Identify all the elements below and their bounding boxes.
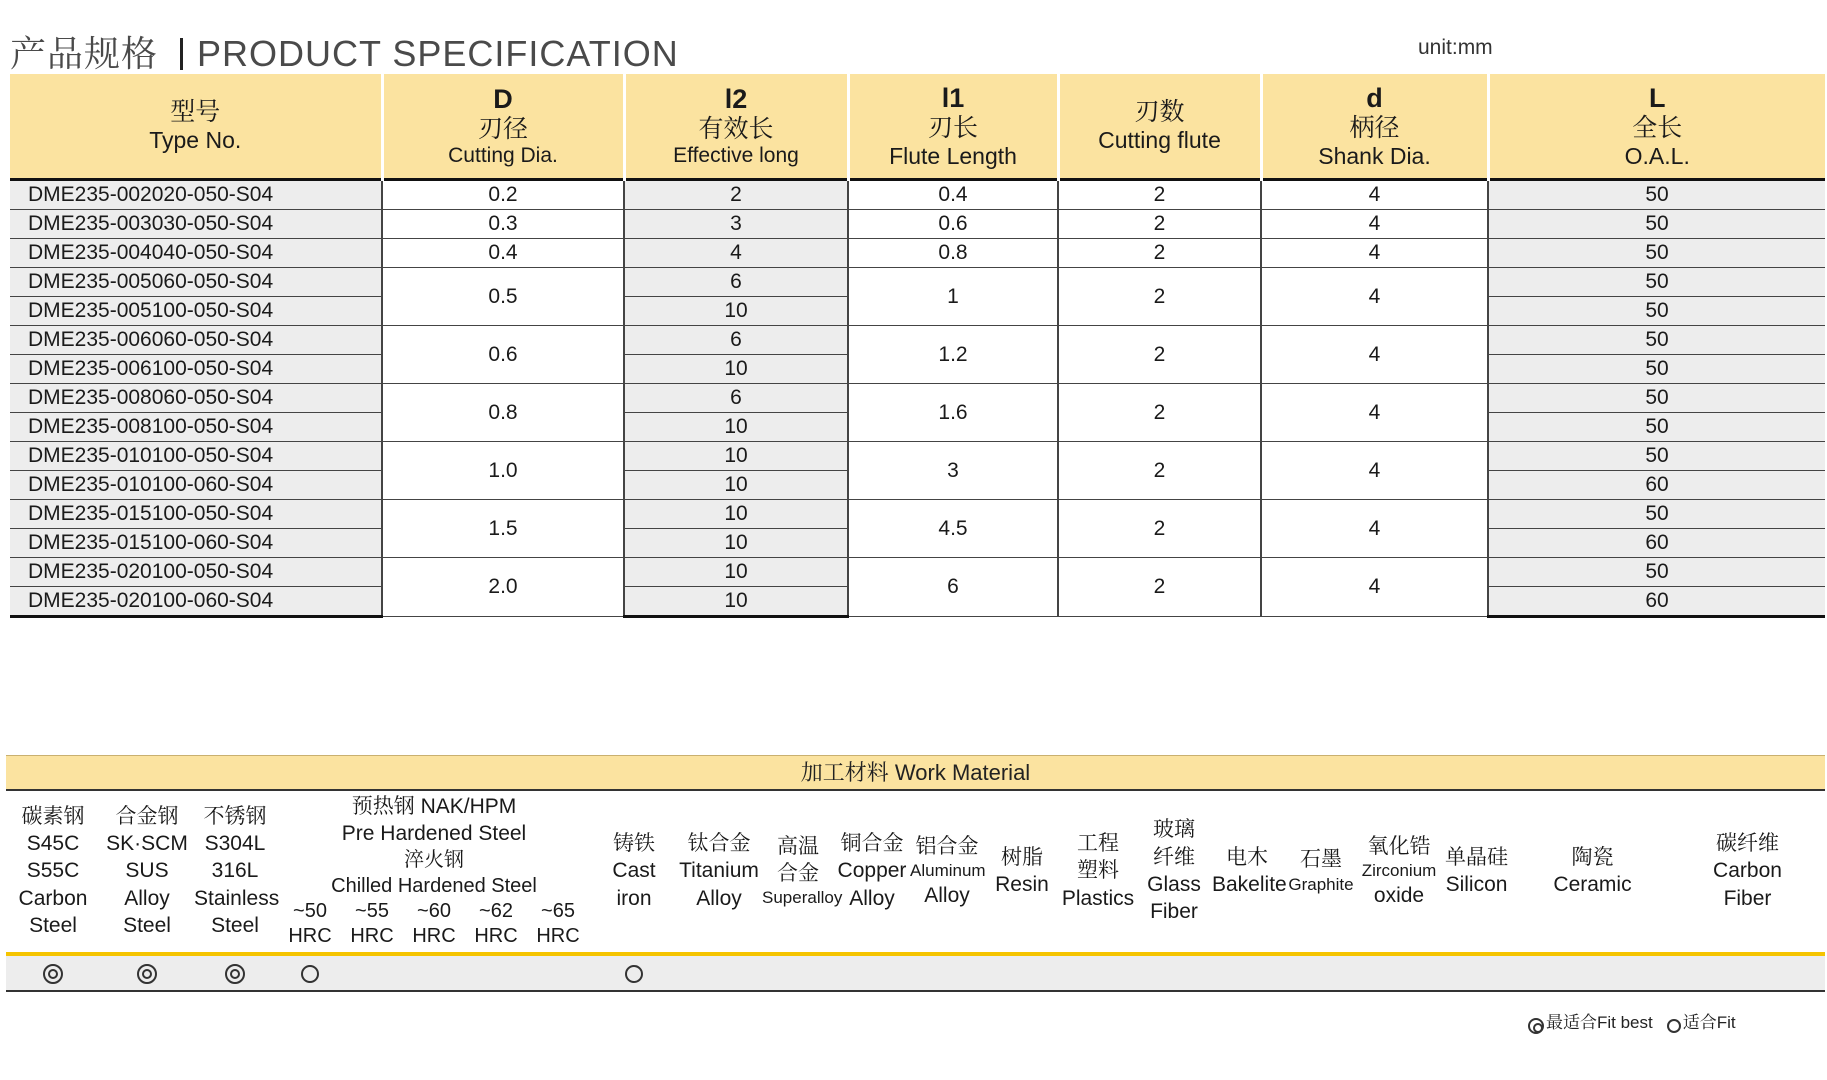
- material-label: 碳素钢: [21, 804, 85, 828]
- material-cell: [1360, 790, 1438, 954]
- material-label: 不锈钢: [203, 804, 267, 828]
- spec-row: [10, 239, 1825, 268]
- effective-long-cell: 10: [624, 297, 848, 326]
- material-label: 电木: [1226, 845, 1268, 869]
- material-label: Titanium: [679, 859, 759, 883]
- type-no-cell: DME235-004040-050-S04: [10, 239, 382, 268]
- cutting-flute-cell: 2: [1058, 500, 1261, 558]
- flute-length-cell: 6: [848, 558, 1058, 617]
- type-no-cell: DME235-006100-050-S04: [10, 355, 382, 384]
- material-label: iron: [616, 886, 652, 910]
- material-label: Alloy: [924, 884, 970, 908]
- material-label: Plastics: [1061, 886, 1135, 910]
- shank-dia-cell: 4: [1261, 384, 1488, 442]
- type-no-cell: DME235-008060-050-S04: [10, 384, 382, 413]
- cutting-flute-cell: 2: [1058, 180, 1261, 210]
- material-label: Zirconium: [1361, 860, 1437, 880]
- fit-cell: [6, 954, 100, 991]
- oal-cell: 50: [1488, 239, 1825, 268]
- material-cell: [276, 790, 592, 954]
- col-shank-dia: [1261, 74, 1488, 180]
- fit-cell: [344, 954, 406, 991]
- effective-long-cell: 10: [624, 355, 848, 384]
- cutting-dia-cell: 0.6: [382, 326, 624, 384]
- material-label: Copper: [837, 859, 907, 883]
- material-cell: [762, 790, 843, 954]
- material-label: 陶瓷: [1571, 845, 1614, 869]
- material-label: Fiber: [1723, 886, 1772, 910]
- material-label: S55C: [26, 859, 80, 883]
- material-label: 合金: [777, 861, 819, 885]
- col-type-cn: 型号: [170, 98, 221, 127]
- material-label: Graphite: [1288, 874, 1354, 894]
- flute-length-cell: 4.5: [848, 500, 1058, 558]
- fit-best-legend-label: 最适合Fit best: [1546, 1013, 1653, 1032]
- material-label: Silicon: [1445, 873, 1508, 896]
- material-label: Alloy: [849, 886, 895, 910]
- cutting-flute-cell: 2: [1058, 326, 1261, 384]
- cutting-dia-cell: 0.5: [382, 268, 624, 326]
- effective-long-cell: 10: [624, 587, 848, 617]
- spec-row: [10, 210, 1825, 239]
- title-en: PRODUCT SPECIFICATION: [197, 33, 679, 74]
- type-no-cell: DME235-003030-050-S04: [10, 210, 382, 239]
- fit-cell: [1136, 954, 1212, 991]
- oal-cell: 50: [1488, 355, 1825, 384]
- fit-icon: [301, 965, 319, 983]
- flute-length-cell: 1.2: [848, 326, 1058, 384]
- col-shank-dia-symbol: d: [1366, 82, 1383, 113]
- material-label: 钛合金: [687, 832, 751, 856]
- cutting-dia-cell: 0.8: [382, 384, 624, 442]
- flute-length-cell: 0.6: [848, 210, 1058, 239]
- col-flute-length-cn: 刃长: [927, 113, 978, 142]
- material-cell: [1282, 790, 1360, 954]
- material-label: 高温: [777, 834, 819, 858]
- flute-length-cell: 3: [848, 442, 1058, 500]
- material-label: 塑料: [1077, 859, 1119, 883]
- effective-long-cell: 6: [624, 326, 848, 355]
- shank-dia-cell: 4: [1261, 210, 1488, 239]
- fit-cell: [834, 954, 910, 991]
- col-oal-en: O.A.L.: [1624, 142, 1690, 169]
- col-effective-long-en: Effective long: [673, 143, 799, 167]
- material-cell: [1515, 790, 1670, 954]
- col-flute-length: [848, 74, 1058, 180]
- material-label: Cast: [612, 859, 656, 883]
- effective-long-cell: 2: [624, 180, 848, 210]
- oal-cell: 50: [1488, 558, 1825, 587]
- type-no-cell: DME235-020100-050-S04: [10, 558, 382, 587]
- work-material-title: 加工材料 Work Material: [6, 755, 1825, 791]
- type-no-cell: DME235-005060-050-S04: [10, 268, 382, 297]
- cutting-dia-cell: 0.3: [382, 210, 624, 239]
- material-names-row: [6, 790, 1825, 954]
- material-cell: [194, 790, 280, 954]
- material-label: Steel: [123, 913, 171, 937]
- cutting-flute-cell: 2: [1058, 239, 1261, 268]
- type-no-cell: DME235-015100-050-S04: [10, 500, 382, 529]
- effective-long-cell: 10: [624, 500, 848, 529]
- oal-cell: 50: [1488, 413, 1825, 442]
- material-label: Carbon: [18, 886, 88, 910]
- col-cutting-dia-cn: 刃径: [477, 115, 528, 144]
- spec-row: [10, 268, 1825, 297]
- fit-best-icon: [225, 964, 245, 984]
- shank-dia-cell: 4: [1261, 500, 1488, 558]
- spec-row: [10, 558, 1825, 587]
- material-label: S304L: [204, 832, 266, 856]
- fit-cell: [1060, 954, 1136, 991]
- material-label: 淬火钢: [404, 849, 464, 872]
- page-header: [10, 24, 1825, 74]
- shank-dia-cell: 4: [1261, 558, 1488, 617]
- col-type: [10, 74, 382, 180]
- material-label: Superalloy: [762, 888, 843, 908]
- hrc-value: ~65: [541, 900, 575, 923]
- type-no-cell: DME235-020100-060-S04: [10, 587, 382, 617]
- effective-long-cell: 4: [624, 239, 848, 268]
- material-label: 合金钢: [115, 804, 179, 828]
- type-no-cell: DME235-010100-050-S04: [10, 442, 382, 471]
- col-cutting-flute-cn: 刃数: [1134, 98, 1185, 127]
- type-no-cell: DME235-010100-060-S04: [10, 471, 382, 500]
- col-cutting-dia-symbol: D: [493, 84, 513, 115]
- fit-cell: [676, 954, 762, 991]
- col-cutting-dia-en: Cutting Dia.: [448, 143, 558, 167]
- type-no-cell: DME235-002020-050-S04: [10, 180, 382, 210]
- type-no-cell: DME235-008100-050-S04: [10, 413, 382, 442]
- material-label: Chilled Hardened Steel: [331, 875, 537, 898]
- material-cell: [1438, 790, 1515, 954]
- flute-length-cell: 1: [848, 268, 1058, 326]
- material-label: 单晶硅: [1445, 845, 1508, 869]
- fit-legend-label: 适合Fit: [1682, 1013, 1736, 1032]
- effective-long-cell: 10: [624, 529, 848, 558]
- material-label: 玻璃: [1153, 818, 1195, 842]
- material-label: S45C: [26, 832, 80, 856]
- work-material-table: [6, 790, 1825, 992]
- cutting-flute-cell: 2: [1058, 210, 1261, 239]
- effective-long-cell: 10: [624, 471, 848, 500]
- col-effective-long-symbol: l2: [724, 84, 748, 115]
- material-label: 工程: [1077, 832, 1119, 856]
- material-label: 氧化锆: [1367, 834, 1431, 858]
- oal-cell: 50: [1488, 268, 1825, 297]
- hrc-value: ~62: [479, 900, 513, 923]
- col-flute-length-en: Flute Length: [889, 142, 1017, 169]
- fit-cell: [1212, 954, 1282, 991]
- spec-table: [10, 74, 1825, 618]
- material-label: Steel: [29, 913, 77, 937]
- material-cell: [910, 790, 984, 954]
- material-label: SK·SCM: [106, 832, 188, 856]
- fit-legend-icon: [1667, 1015, 1681, 1035]
- fit-cell: [100, 954, 194, 991]
- title-divider: [180, 38, 183, 70]
- hrc-range-values: [276, 899, 592, 924]
- fit-cell: [1282, 954, 1360, 991]
- oal-cell: 60: [1488, 471, 1825, 500]
- material-label: Alloy: [696, 886, 742, 910]
- col-shank-dia-en: Shank Dia.: [1318, 142, 1431, 169]
- fit-cell: [1515, 954, 1670, 991]
- material-label: Carbon: [1713, 859, 1782, 883]
- shank-dia-cell: 4: [1261, 326, 1488, 384]
- material-label: oxide: [1373, 884, 1425, 908]
- material-label: 树脂: [1001, 845, 1043, 869]
- oal-cell: 50: [1488, 297, 1825, 326]
- fit-cell: [1360, 954, 1438, 991]
- col-effective-long: [624, 74, 848, 180]
- type-no-cell: DME235-005100-050-S04: [10, 297, 382, 326]
- title-cn: 产品规格: [10, 33, 159, 74]
- fit-cell: [468, 954, 530, 991]
- fit-best-icon: [137, 964, 157, 984]
- shank-dia-cell: 4: [1261, 268, 1488, 326]
- spec-row: [10, 500, 1825, 529]
- col-oal-symbol: L: [1649, 82, 1666, 113]
- material-label: 纤维: [1153, 845, 1195, 869]
- effective-long-cell: 6: [624, 268, 848, 297]
- col-cutting-flute-en: Cutting flute: [1098, 127, 1221, 154]
- material-label: SUS: [125, 859, 169, 883]
- hrc-value: ~55: [355, 900, 389, 923]
- shank-dia-cell: 4: [1261, 442, 1488, 500]
- material-cell: [834, 790, 910, 954]
- material-label: Bakelite: [1212, 873, 1287, 896]
- material-cell: [984, 790, 1060, 954]
- cutting-flute-cell: 2: [1058, 442, 1261, 500]
- oal-cell: 50: [1488, 210, 1825, 239]
- type-no-cell: DME235-006060-050-S04: [10, 326, 382, 355]
- page-title: [10, 26, 679, 77]
- flute-length-cell: 0.4: [848, 180, 1058, 210]
- material-label: 316L: [211, 859, 259, 883]
- oal-cell: 50: [1488, 442, 1825, 471]
- hrc-unit: HRC: [412, 925, 456, 948]
- shank-dia-cell: 4: [1261, 180, 1488, 210]
- material-label: 铸铁: [613, 832, 655, 856]
- material-cell: [1136, 790, 1212, 954]
- fit-legend: [1528, 1008, 1736, 1035]
- material-label: 预热钢 NAK/HPM: [351, 794, 517, 818]
- material-label: Stainless: [194, 886, 280, 910]
- material-cell: [592, 790, 676, 954]
- material-cell: [1060, 790, 1136, 954]
- material-cell: [1212, 790, 1287, 954]
- cutting-dia-cell: 2.0: [382, 558, 624, 617]
- fit-cell: [592, 954, 676, 991]
- material-label: Resin: [995, 873, 1049, 896]
- hrc-unit: HRC: [536, 925, 580, 948]
- material-fit-row: [6, 954, 1825, 991]
- material-label: Aluminum: [910, 860, 986, 880]
- oal-cell: 50: [1488, 500, 1825, 529]
- spec-header-row: [10, 74, 1825, 180]
- flute-length-cell: 1.6: [848, 384, 1058, 442]
- spec-row: [10, 442, 1825, 471]
- hrc-unit: HRC: [474, 925, 518, 948]
- hrc-unit: HRC: [288, 925, 332, 948]
- effective-long-cell: 10: [624, 413, 848, 442]
- spec-row: [10, 384, 1825, 413]
- material-label: 铝合金: [915, 834, 979, 858]
- type-no-cell: DME235-015100-060-S04: [10, 529, 382, 558]
- oal-cell: 60: [1488, 529, 1825, 558]
- material-label: Ceramic: [1553, 873, 1632, 896]
- fit-cell: [1670, 954, 1825, 991]
- fit-cell: [276, 954, 344, 991]
- hrc-unit: HRC: [350, 925, 394, 948]
- col-flute-length-symbol: l1: [941, 82, 965, 113]
- fit-cell: [984, 954, 1060, 991]
- fit-icon: [625, 965, 643, 983]
- material-label: 铜合金: [840, 832, 904, 856]
- effective-long-cell: 10: [624, 442, 848, 471]
- fit-cell: [762, 954, 834, 991]
- col-oal-cn: 全长: [1632, 113, 1683, 142]
- material-label: 碳纤维: [1716, 832, 1779, 856]
- hrc-value: ~60: [417, 900, 451, 923]
- material-label: Pre Hardened Steel: [341, 822, 527, 845]
- cutting-dia-cell: 0.4: [382, 239, 624, 268]
- cutting-flute-cell: 2: [1058, 558, 1261, 617]
- material-label: Steel: [211, 913, 259, 937]
- hrc-range-units: [276, 924, 592, 949]
- material-label: Glass: [1147, 873, 1201, 896]
- flute-length-cell: 0.8: [848, 239, 1058, 268]
- col-cutting-dia: [382, 74, 624, 180]
- effective-long-cell: 3: [624, 210, 848, 239]
- spec-row: [10, 180, 1825, 210]
- fit-best-icon: [43, 964, 63, 984]
- col-type-en: Type No.: [149, 127, 242, 154]
- cutting-flute-cell: 2: [1058, 384, 1261, 442]
- material-label: 石墨: [1300, 848, 1342, 872]
- unit-label: unit:mm: [1418, 36, 1493, 59]
- cutting-dia-cell: 0.2: [382, 180, 624, 210]
- hrc-value: ~50: [293, 900, 327, 923]
- col-cutting-flute: [1058, 74, 1261, 180]
- col-shank-dia-cn: 柄径: [1349, 113, 1400, 142]
- material-label: Fiber: [1150, 900, 1198, 924]
- oal-cell: 50: [1488, 384, 1825, 413]
- oal-cell: 50: [1488, 180, 1825, 210]
- fit-best-legend-icon: [1528, 1015, 1544, 1035]
- fit-cell: [194, 954, 276, 991]
- material-cell: [676, 790, 762, 954]
- spec-row: [10, 326, 1825, 355]
- material-cell: [100, 790, 194, 954]
- spec-table-body: [10, 180, 1825, 617]
- material-cell: [1670, 790, 1825, 954]
- col-effective-long-cn: 有效长: [698, 115, 774, 144]
- col-oal: [1488, 74, 1825, 180]
- fit-cell: [406, 954, 468, 991]
- shank-dia-cell: 4: [1261, 239, 1488, 268]
- material-cell: [6, 790, 100, 954]
- oal-cell: 50: [1488, 326, 1825, 355]
- fit-cell: [530, 954, 592, 991]
- cutting-flute-cell: 2: [1058, 268, 1261, 326]
- cutting-dia-cell: 1.0: [382, 442, 624, 500]
- effective-long-cell: 6: [624, 384, 848, 413]
- effective-long-cell: 10: [624, 558, 848, 587]
- fit-cell: [910, 954, 984, 991]
- cutting-dia-cell: 1.5: [382, 500, 624, 558]
- oal-cell: 60: [1488, 587, 1825, 617]
- fit-cell: [1438, 954, 1515, 991]
- material-label: Alloy: [124, 886, 170, 910]
